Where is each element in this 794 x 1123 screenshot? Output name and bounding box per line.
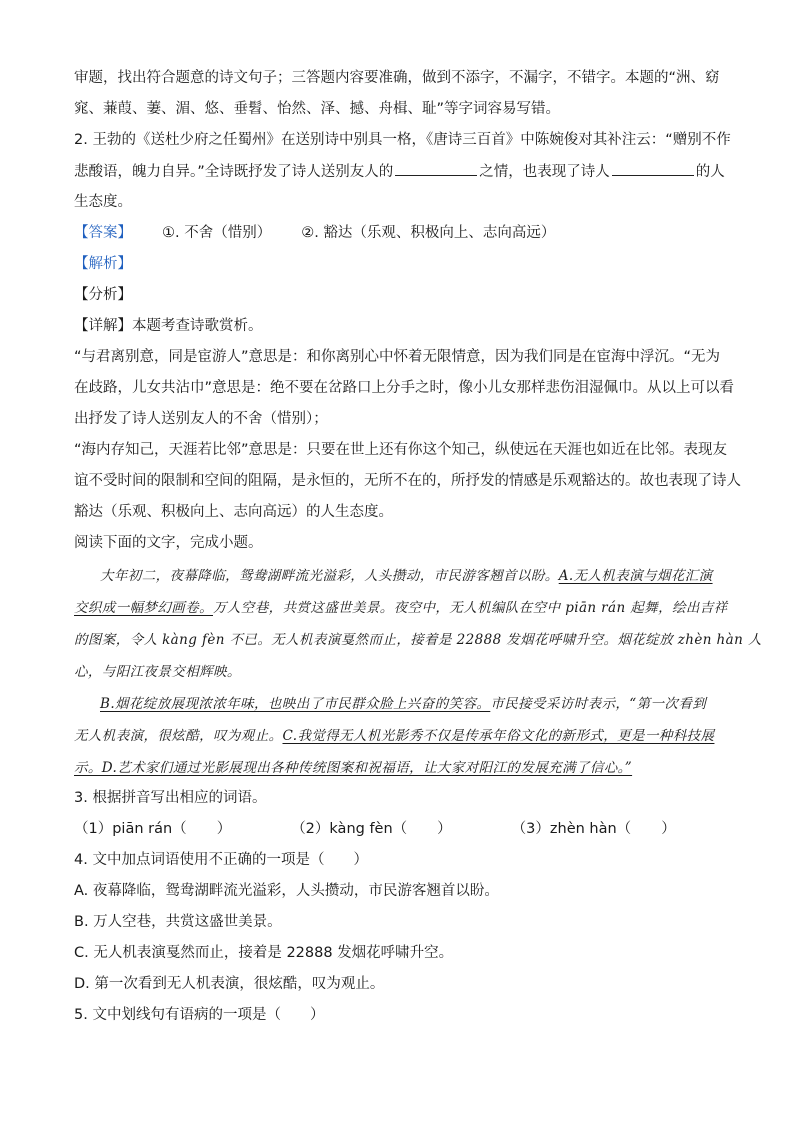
xiangjie-line [74,316,724,336]
answer-1: 不舍（惜别） [184,225,272,241]
question-2-text-a: 悲酸语，魄力自异。”全诗既抒发了诗人送别友人的 [74,164,394,180]
reading-instruction: 阅读下面的文字，完成小题。 [74,535,263,551]
underlined-sentence-b: B.烟花绽放展现浓浓年味，也映出了市民群众脸上兴奋的笑容。 [100,696,491,712]
analysis-p2-line-3: 豁达（乐观、积极向上、志向高远）的人生态度。 [74,504,393,520]
q3-item-3: （3）zhèn hàn（ [511,821,632,837]
question-2-text-c: 的人 [695,164,725,180]
question-2-line-1: 2. 王勃的《送杜少府之任蜀州》在送别诗中别具一格，《唐诗三百首》中陈婉俊对其补注云：“赠别不作 [74,132,731,148]
passage-line-4: 心，与阳江夜景交相辉映。 [74,664,241,680]
passage-line-2: 交织成一幅梦幻画卷。万人空巷，共赏这盛世美景。夜空中，无人机编队在空中 piān rán 起舞，绘出吉祥 [74,600,728,616]
passage-line-7 [74,758,724,778]
underlined-sentence-a-cont: 交织成一幅梦幻画卷。 [74,600,213,616]
answer-2: 豁达（乐观、积极向上、志向高远） [323,225,556,241]
answer-blank-2 [612,161,694,176]
answer-blank-1 [395,161,477,176]
answer-1-number: ①. [162,225,180,241]
answer-tag: 【答案】 [74,225,132,241]
analysis-p2-line-1: “海内存知己，天涯若比邻”意思是：只要在世上还有你这个知己，纵使远在天涯也如近在比邻。表现友 [74,442,728,458]
question-2-text-b: 之情，也表现了诗人 [479,164,610,180]
question-2-line-2 [74,161,724,182]
question-3-items: （1）piān rán（ ） （2）kàng fèn（ ） （3）zhèn hàn（ ） [74,821,676,837]
question-4-title: 4. 文中加点词语使用不正确的一项是（ ） [74,852,368,868]
question-4-option-d: D. 第一次看到无人机表演，很炫酷，叹为观止。 [74,976,385,992]
analysis-p1-line-1: “与君离别意，同是宦游人”意思是：和你离别心中怀着无限情意，因为我们同是在宦海中浮沉。“无为 [74,349,721,365]
question-4-option-c: C. 无人机表演戛然而止，接着是 22888 发烟花呼啸升空。 [74,945,454,961]
analysis-p1-line-2: 在歧路，儿女共沾巾”意思是：绝不要在岔路口上分手之时，像小儿女那样悲伤泪湿佩巾。从以上可以看 [74,380,735,396]
passage-line-3: 的图案，令人 kàng fèn 不已。无人机表演戛然而止，接着是 22888 发烟花呼啸升空。烟花绽放 zhèn hàn 人 [74,632,762,648]
question-4-option-a: A. 夜幕降临，鸳鸯湖畔流光溢彩，人头攒动，市民游客翘首以盼。 [74,883,499,899]
passage-line-1: 大年初二，夜幕降临，鸳鸯湖畔流光溢彩，人头攒动，市民游客翘首以盼。A.无人机表演与烟花汇演 [100,568,713,584]
question-3-title: 3. 根据拼音写出相应的词语。 [74,790,267,806]
analysis-p1-line-3: 出抒发了诗人送别友人的不舍（惜别）； [74,411,328,427]
question-4-option-b: B. 万人空巷，共赏这盛世美景。 [74,914,282,930]
question-5-title: 5. 文中划线句有语病的一项是（ ） [74,1007,325,1023]
question-2-line-3: 生态度。 [74,194,132,210]
passage-line-6: 无人机表演，很炫酷，叹为观止。C.我觉得无人机光影秀不仅是传承年俗文化的新形式，更是一种科技展 [74,728,715,744]
fenxi-tag: 【分析】 [74,287,132,303]
underlined-sentence-d: 示。D.艺术家们通过光影展现出各种传统图案和祝福语，让大家对阳江的发展充满了信心。” [74,760,633,776]
q3-item-2: （2）kàng fèn（ [291,821,408,837]
q3-item-1: （1）piān rán（ [74,821,187,837]
xiangjie-tag: 【详解】 [74,318,132,334]
analysis-p2-line-2: 谊不受时间的限制和空间的阻隔，是永恒的，无所不在的，所抒发的情感是乐观豁达的。故也表现了诗人 [74,473,741,489]
answer-2-number: ②. [301,225,319,241]
underlined-sentence-c: C.我觉得无人机光影秀不仅是传承年俗文化的新形式，更是一种科技展 [282,728,715,744]
passage-line-5: B.烟花绽放展现浓浓年味，也映出了市民群众脸上兴奋的笑容。市民接受采访时表示，“第一次看到 [100,696,707,712]
intro-line-1: 审题，找出符合题意的诗文句子；三答题内容要准确，做到不添字，不漏字，不错字。本题的“洲、窈 [74,70,720,86]
underlined-sentence-a: A.无人机表演与烟花汇演 [558,568,713,584]
jiexi-tag: 【解析】 [74,256,132,272]
xiangjie-text: 本题考查诗歌赏析。 [132,318,263,334]
intro-line-2: 窕、蒹葭、萋、湄、悠、垂髫、怡然、泽、撼、舟楫、耻”等字词容易写错。 [74,101,561,117]
answer-line [74,223,724,243]
